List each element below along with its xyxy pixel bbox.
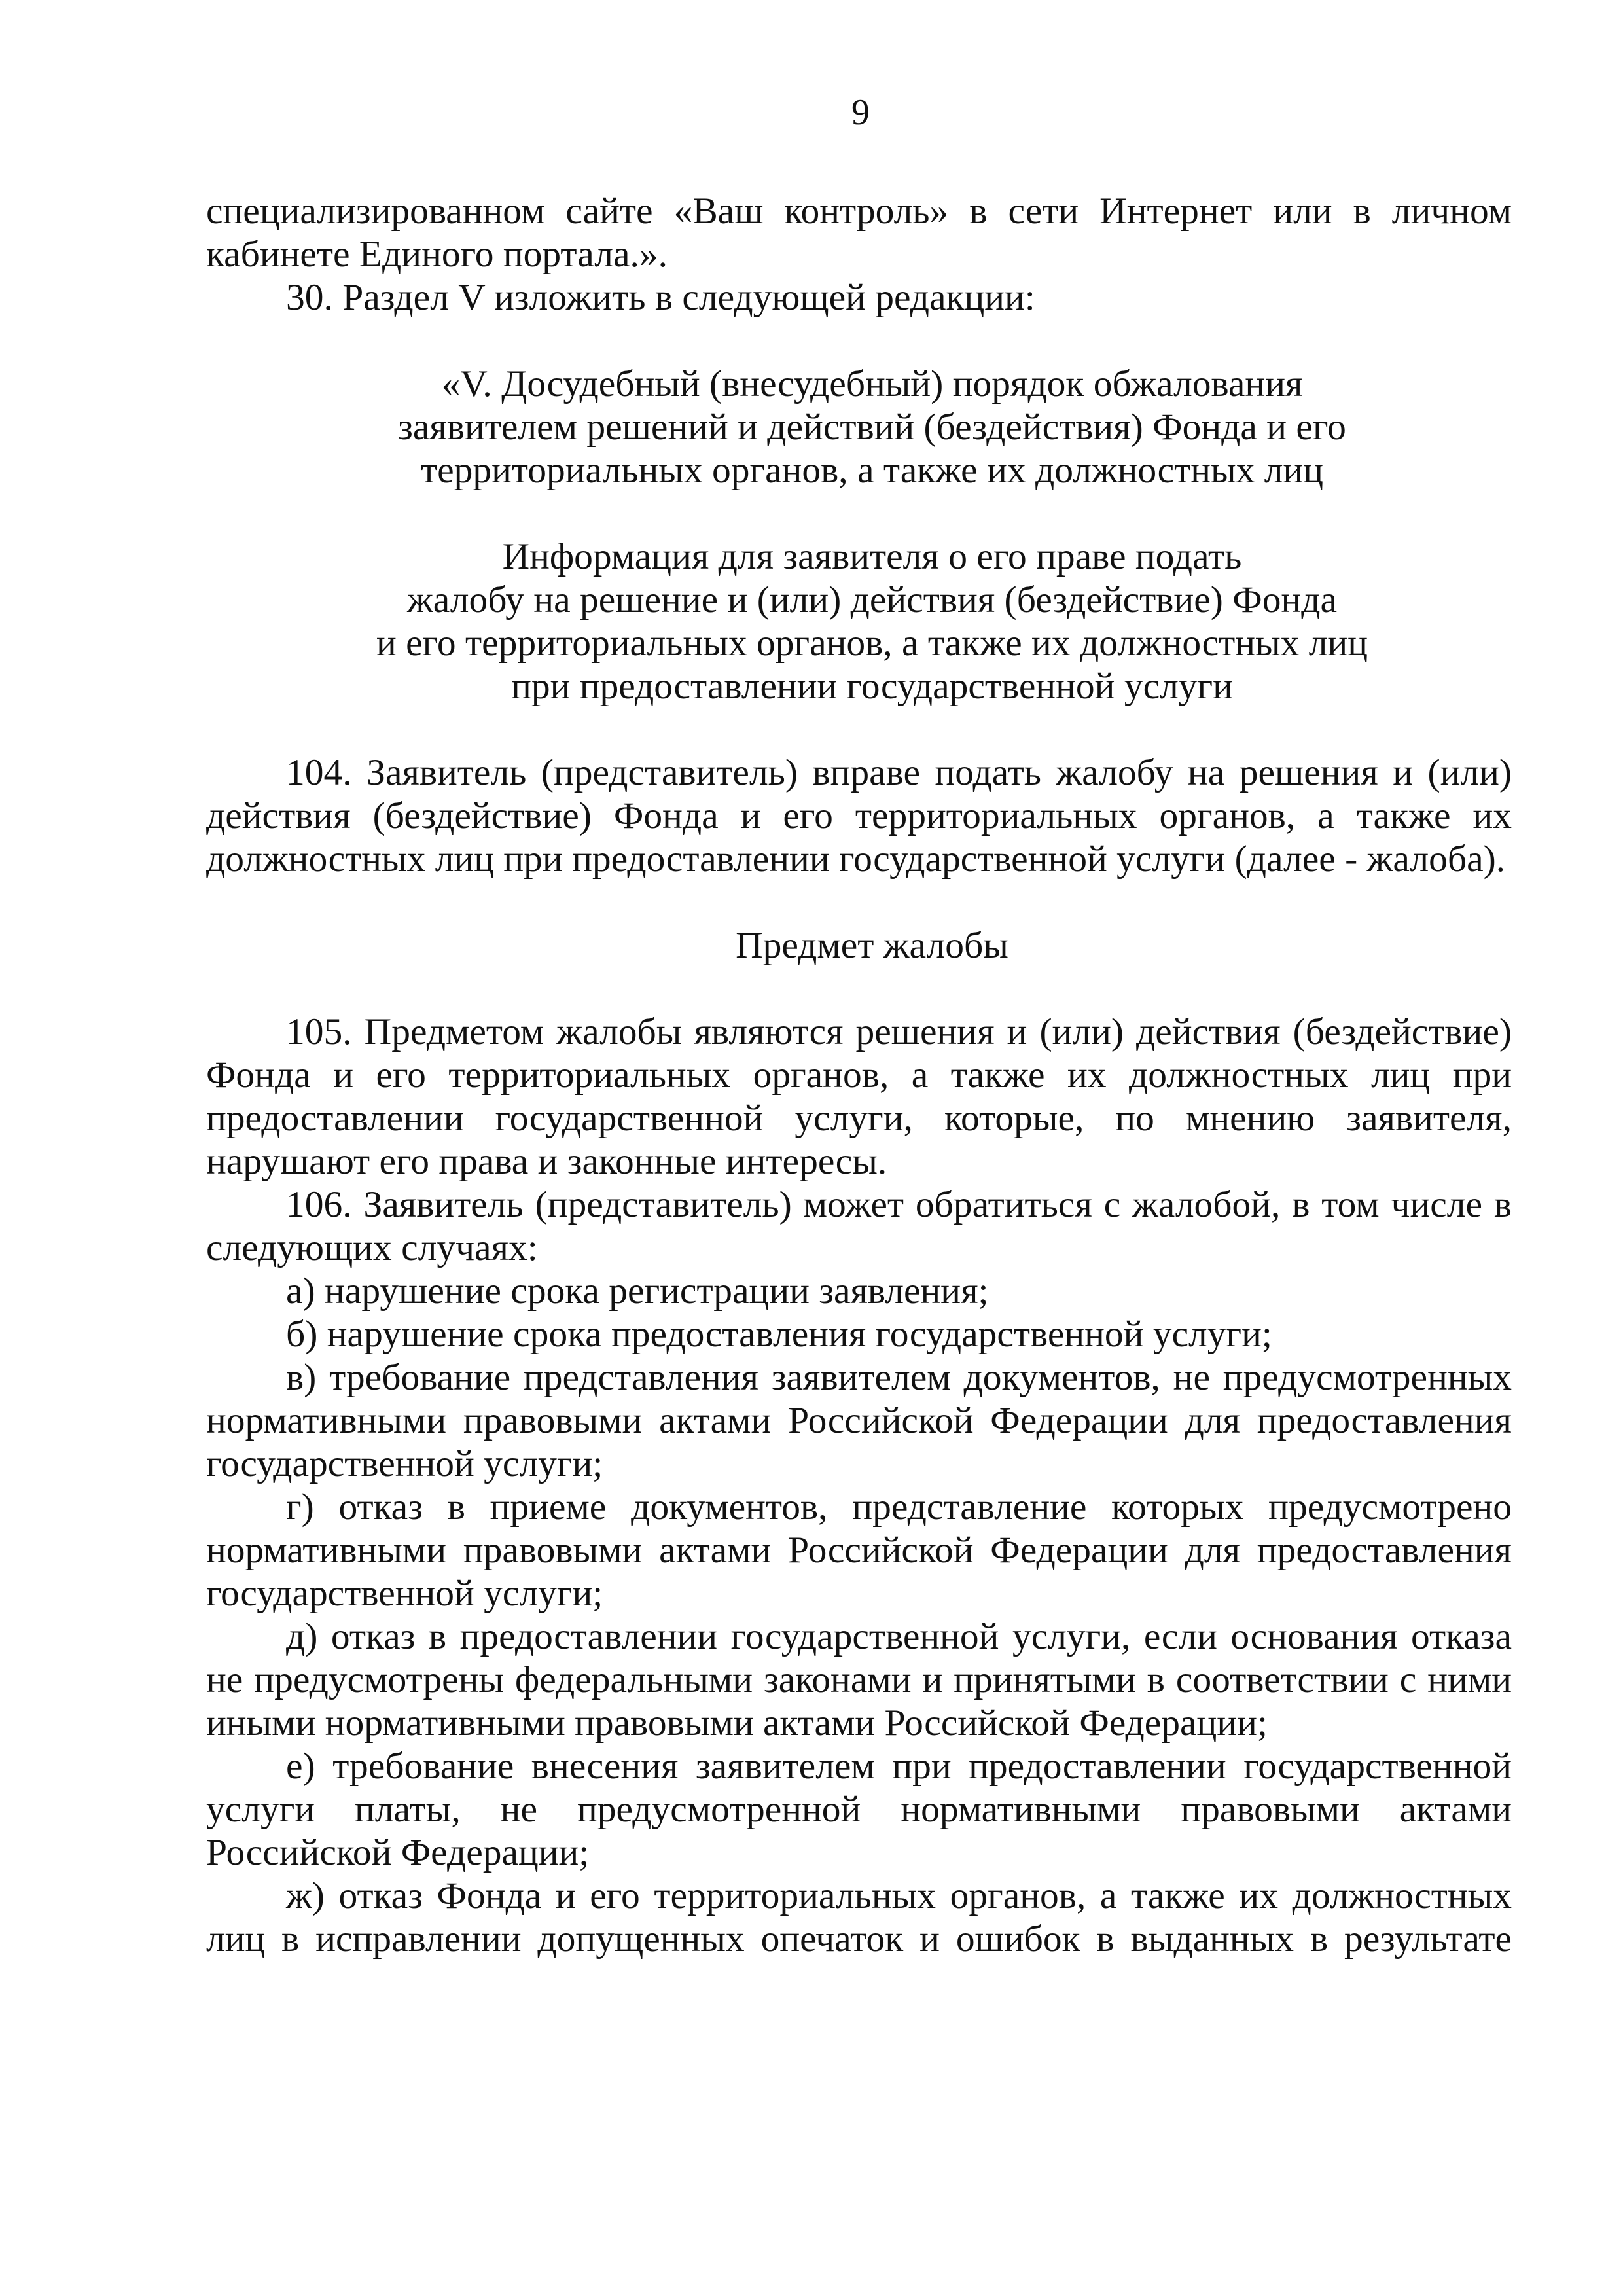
paragraph-item-106-d: д) отказ в предоставлении государственной услуги, если основания отказа не предусмотрены федеральными законами и принятыми в соответствии с ними иными нормативными правовыми актами Российской Федерации; xyxy=(206,1616,1512,1744)
paragraph-item-106-e: е) требование внесения заявителем при предоставлении государственной услуги платы, не предусмотренной нормативными правовыми актами Российской Федерации; xyxy=(206,1746,1512,1873)
paragraph-item-106-a: а) нарушение срока регистрации заявления; xyxy=(286,1270,989,1312)
paragraph-item-104: 104. Заявитель (представитель) вправе подать жалобу на решения и (или) действия (бездействие) Фонда и его территориальных органов, а также их должностных лиц при предоставлении государственной услуги (далее - жалоба). xyxy=(206,752,1512,880)
subsection-info-title-line: жалобу на решение и (или) действия (бездействие) Фонда xyxy=(407,579,1337,620)
paragraph-item-30: 30. Раздел V изложить в следующей редакции: xyxy=(286,277,1035,318)
subsection-info-title-line: и его территориальных органов, а также их должностных лиц xyxy=(376,622,1368,664)
paragraph-item-105: 105. Предметом жалобы являются решения и (или) действия (бездействие) Фонда и его территориальных органов, а также их должностных лиц при предоставлении государственной услуги, которые, по мнению заявителя, нарушают его права и законные интересы. xyxy=(206,1011,1512,1182)
paragraph-continuation: специализированном сайте «Ваш контроль» в сети Интернет или в личном кабинете Единого портала.». xyxy=(206,190,1512,275)
subsection-info-title-line: при предоставлении государственной услуги xyxy=(511,666,1233,707)
paragraph-item-106-b: б) нарушение срока предоставления государственной услуги; xyxy=(286,1314,1272,1355)
paragraph-item-106-zh: ж) отказ Фонда и его территориальных органов, а также их должностных лиц в исправлении допущенных опечаток и ошибок в выданных в результате xyxy=(206,1875,1512,1960)
paragraph-item-106-v: в) требование представления заявителем документов, не предусмотренных нормативными правовыми актами Российской Федерации для предоставления государственной услуги; xyxy=(206,1357,1512,1484)
subsection-subject-title-line: Предмет жалобы xyxy=(736,925,1008,966)
section-v-title xyxy=(206,363,1512,492)
section-v-title-line: территориальных органов, а также их должностных лиц xyxy=(420,450,1324,491)
page-number: 9 xyxy=(851,92,870,133)
subsection-subject-title xyxy=(206,924,1512,967)
section-v-title-line: «V. Досудебный (внесудебный) порядок обжалования xyxy=(441,363,1303,404)
section-v-title-line: заявителем решений и действий (бездействия) Фонда и его xyxy=(398,406,1346,448)
paragraph-item-106: 106. Заявитель (представитель) может обратиться с жалобой, в том числе в следующих случаях: xyxy=(206,1184,1512,1268)
paragraph-item-106-g: г) отказ в приеме документов, представление которых предусмотрено нормативными правовыми актами Российской Федерации для предоставления государственной услуги; xyxy=(206,1486,1512,1614)
document-body xyxy=(206,190,1512,1961)
subsection-info-title-line: Информация для заявителя о его праве подать xyxy=(502,536,1242,577)
subsection-info-title xyxy=(206,535,1512,708)
